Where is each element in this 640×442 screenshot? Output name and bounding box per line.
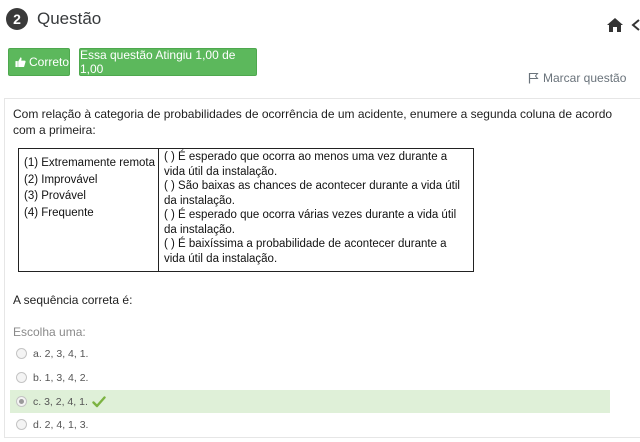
category-table	[18, 148, 474, 272]
question-number: 2	[6, 8, 28, 30]
correct-badge	[8, 48, 70, 76]
category-item: (1) Extremamente remota	[24, 157, 156, 169]
answer-option-b[interactable]	[10, 366, 610, 389]
question-title: Questão	[37, 9, 102, 28]
question-header	[6, 6, 101, 32]
category-list	[19, 149, 159, 272]
chevron-left-icon[interactable]	[630, 16, 640, 34]
answer-option-a[interactable]	[10, 342, 610, 365]
description-list	[159, 149, 474, 272]
category-item: (3) Provável	[24, 190, 86, 202]
description-item: ( ) São baixas as chances de acontecer durante a vida útil da instalação.	[164, 180, 460, 207]
category-item: (2) Improvável	[24, 173, 98, 186]
question-prompt: Com relação à categoria de probabilidades de ocorrência de um acidente, enumere a segunda coluna de acordo com a primeira:	[13, 107, 613, 137]
correct-label: Correto	[28, 55, 69, 69]
sequence-label: A sequência correta é:	[13, 293, 133, 307]
description-item: ( ) É esperado que ocorra ao menos uma vez durante a vida útil da instalação.	[164, 151, 448, 178]
flag-label[interactable]: Marcar questão	[543, 71, 627, 85]
option-label[interactable]: c. 3, 2, 4, 1.	[33, 395, 88, 408]
choose-label: Escolha uma:	[13, 325, 86, 339]
description-item: ( ) É baixíssima a probabilidade de acontecer durante a vida útil da instalação.	[164, 238, 447, 265]
grade-label: Essa questão Atingiu 1,00 de 1,00	[80, 48, 236, 76]
grade-badge	[79, 48, 257, 76]
radio-button[interactable]	[16, 372, 27, 383]
radio-button[interactable]	[16, 348, 27, 359]
answer-option-c[interactable]	[10, 390, 610, 413]
thumbs-up-icon	[15, 56, 26, 68]
radio-button[interactable]	[16, 419, 27, 430]
home-icon[interactable]	[606, 16, 624, 34]
option-label[interactable]: a. 2, 3, 4, 1.	[33, 347, 89, 360]
option-label[interactable]: b. 1, 3, 4, 2.	[33, 371, 89, 384]
flag-question-link[interactable]	[528, 71, 626, 85]
answer-option-d[interactable]	[10, 413, 610, 436]
option-label[interactable]: d. 2, 4, 1, 3.	[33, 418, 89, 431]
flag-icon	[528, 72, 539, 84]
category-item: (4) Frequente	[24, 206, 94, 219]
description-item: ( ) É esperado que ocorra várias vezes durante a vida útil da instalação.	[164, 209, 457, 236]
radio-button-selected[interactable]	[16, 396, 27, 407]
check-icon	[92, 396, 106, 408]
